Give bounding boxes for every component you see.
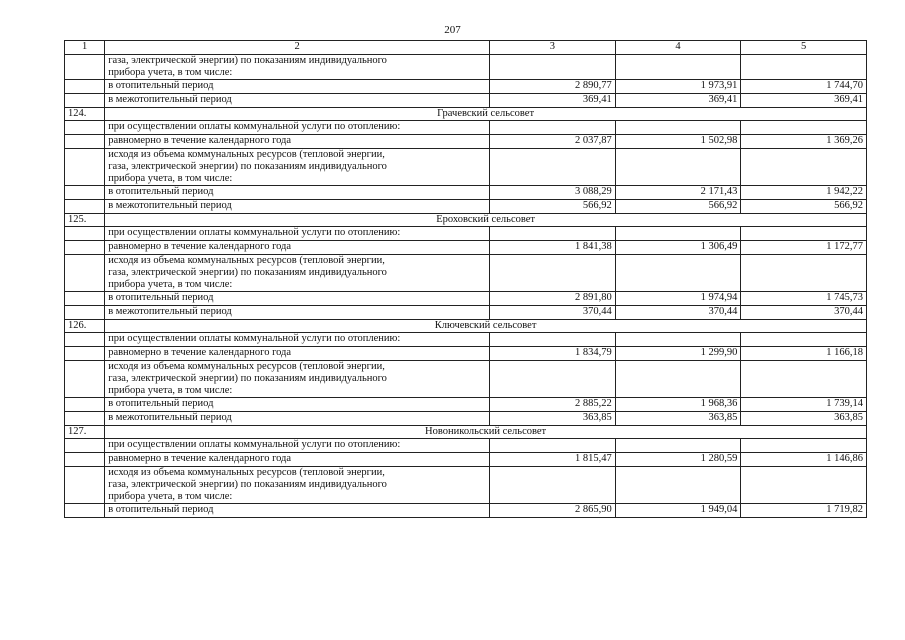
section-row	[65, 426, 867, 439]
table-row	[65, 306, 867, 320]
row-description: исходя из объема коммунальных ресурсов (тепловой энергии, газа, электрической энергии) по показаниям индивидуального прибора учета, в том числе:	[105, 467, 490, 504]
value-col-5	[741, 333, 867, 347]
table-row	[65, 55, 867, 80]
table-row	[65, 149, 867, 186]
value-col-3: 566,92	[490, 200, 616, 214]
table-row	[65, 135, 867, 149]
value-col-5	[741, 149, 867, 186]
table-row	[65, 255, 867, 292]
section-title: Грачевский сельсовет	[105, 108, 867, 121]
page-number: 207	[444, 24, 461, 36]
value-col-4	[615, 255, 741, 292]
value-col-4: 1 299,90	[615, 347, 741, 361]
row-description: равномерно в течение календарного года	[105, 347, 490, 361]
row-description: в межотопительный период	[105, 306, 490, 320]
table-row	[65, 439, 867, 453]
row-index-cell	[65, 241, 105, 255]
section-title: Ероховский сельсовет	[105, 214, 867, 227]
table-row	[65, 121, 867, 135]
row-index-cell	[65, 504, 105, 518]
row-description: равномерно в течение календарного года	[105, 241, 490, 255]
value-col-4: 1 974,94	[615, 292, 741, 306]
value-col-3	[490, 121, 616, 135]
table-row	[65, 398, 867, 412]
row-index-cell	[65, 333, 105, 347]
row-index-cell	[65, 292, 105, 306]
row-description: в межотопительный период	[105, 412, 490, 426]
section-index: 126.	[65, 320, 105, 333]
column-header-1: 1	[65, 41, 105, 55]
row-index-cell	[65, 347, 105, 361]
table-row	[65, 453, 867, 467]
section-row	[65, 320, 867, 333]
value-col-5: 1 166,18	[741, 347, 867, 361]
row-description: равномерно в течение календарного года	[105, 453, 490, 467]
value-col-3: 1 841,38	[490, 241, 616, 255]
value-col-4	[615, 55, 741, 80]
table-row	[65, 186, 867, 200]
value-col-3: 2 865,90	[490, 504, 616, 518]
row-description: в отопительный период	[105, 398, 490, 412]
value-col-5	[741, 227, 867, 241]
row-index-cell	[65, 412, 105, 426]
row-index-cell	[65, 186, 105, 200]
value-col-4	[615, 467, 741, 504]
row-index-cell	[65, 361, 105, 398]
table-row	[65, 200, 867, 214]
value-col-4: 1 968,36	[615, 398, 741, 412]
table-row	[65, 227, 867, 241]
row-description: в межотопительный период	[105, 94, 490, 108]
value-col-5: 1 744,70	[741, 80, 867, 94]
section-title: Новоникольский сельсовет	[105, 426, 867, 439]
row-index-cell	[65, 453, 105, 467]
value-col-5	[741, 439, 867, 453]
value-col-3	[490, 149, 616, 186]
column-header-4: 4	[615, 41, 741, 55]
section-index: 124.	[65, 108, 105, 121]
row-description: в отопительный период	[105, 80, 490, 94]
row-description: в отопительный период	[105, 504, 490, 518]
value-col-4: 1 502,98	[615, 135, 741, 149]
value-col-5: 1 739,14	[741, 398, 867, 412]
column-header-5: 5	[741, 41, 867, 55]
table-row	[65, 347, 867, 361]
value-col-5: 1 172,77	[741, 241, 867, 255]
table-row	[65, 333, 867, 347]
row-description: исходя из объема коммунальных ресурсов (тепловой энергии, газа, электрической энергии) по показаниям индивидуального прибора учета, в том числе:	[105, 361, 490, 398]
section-row	[65, 214, 867, 227]
row-description: равномерно в течение календарного года	[105, 135, 490, 149]
value-col-4	[615, 361, 741, 398]
value-col-4: 363,85	[615, 412, 741, 426]
table-row	[65, 467, 867, 504]
value-col-5: 369,41	[741, 94, 867, 108]
section-row	[65, 108, 867, 121]
row-description: в межотопительный период	[105, 200, 490, 214]
table-row	[65, 412, 867, 426]
value-col-3	[490, 55, 616, 80]
value-col-5	[741, 121, 867, 135]
row-index-cell	[65, 149, 105, 186]
value-col-4: 1 973,91	[615, 80, 741, 94]
table-row	[65, 241, 867, 255]
value-col-3: 369,41	[490, 94, 616, 108]
row-description: при осуществлении оплаты коммунальной услуги по отоплению:	[105, 333, 490, 347]
value-col-3	[490, 255, 616, 292]
table-row	[65, 292, 867, 306]
value-col-3	[490, 439, 616, 453]
column-header-2: 2	[105, 41, 490, 55]
row-index-cell	[65, 94, 105, 108]
value-col-5: 1 942,22	[741, 186, 867, 200]
table-row	[65, 80, 867, 94]
value-col-4: 2 171,43	[615, 186, 741, 200]
row-description: газа, электрической энергии) по показаниям индивидуального прибора учета, в том числе:	[105, 55, 490, 80]
tariff-table	[64, 40, 867, 518]
value-col-5	[741, 55, 867, 80]
section-title: Ключевский сельсовет	[105, 320, 867, 333]
column-header-3: 3	[490, 41, 616, 55]
value-col-3: 3 088,29	[490, 186, 616, 200]
table-row	[65, 361, 867, 398]
section-index: 127.	[65, 426, 105, 439]
value-col-3	[490, 467, 616, 504]
row-index-cell	[65, 200, 105, 214]
value-col-4	[615, 121, 741, 135]
value-col-4	[615, 227, 741, 241]
value-col-5: 1 146,86	[741, 453, 867, 467]
row-description: исходя из объема коммунальных ресурсов (тепловой энергии, газа, электрической энергии) по показаниям индивидуального прибора учета, в том числе:	[105, 149, 490, 186]
table-row	[65, 504, 867, 518]
row-description: при осуществлении оплаты коммунальной услуги по отоплению:	[105, 227, 490, 241]
value-col-3	[490, 333, 616, 347]
row-index-cell	[65, 121, 105, 135]
row-index-cell	[65, 227, 105, 241]
value-col-4: 369,41	[615, 94, 741, 108]
value-col-3: 1 815,47	[490, 453, 616, 467]
row-index-cell	[65, 467, 105, 504]
value-col-3	[490, 361, 616, 398]
value-col-5: 1 719,82	[741, 504, 867, 518]
table-body	[65, 41, 867, 518]
value-col-4	[615, 439, 741, 453]
row-index-cell	[65, 135, 105, 149]
row-index-cell	[65, 80, 105, 94]
row-description: в отопительный период	[105, 292, 490, 306]
value-col-3: 1 834,79	[490, 347, 616, 361]
value-col-5	[741, 255, 867, 292]
value-col-3: 2 891,80	[490, 292, 616, 306]
value-col-4: 370,44	[615, 306, 741, 320]
value-col-5: 1 745,73	[741, 292, 867, 306]
section-index: 125.	[65, 214, 105, 227]
value-col-4	[615, 149, 741, 186]
value-col-4: 1 949,04	[615, 504, 741, 518]
row-description: в отопительный период	[105, 186, 490, 200]
value-col-4: 1 306,49	[615, 241, 741, 255]
value-col-5: 363,85	[741, 412, 867, 426]
value-col-3: 363,85	[490, 412, 616, 426]
value-col-5: 566,92	[741, 200, 867, 214]
value-col-5: 370,44	[741, 306, 867, 320]
value-col-4: 1 280,59	[615, 453, 741, 467]
value-col-5: 1 369,26	[741, 135, 867, 149]
row-index-cell	[65, 306, 105, 320]
value-col-3: 2 890,77	[490, 80, 616, 94]
row-index-cell	[65, 439, 105, 453]
value-col-3	[490, 227, 616, 241]
row-description: при осуществлении оплаты коммунальной услуги по отоплению:	[105, 439, 490, 453]
table-row	[65, 94, 867, 108]
row-index-cell	[65, 255, 105, 292]
value-col-4: 566,92	[615, 200, 741, 214]
value-col-5	[741, 467, 867, 504]
column-header-row	[65, 41, 867, 55]
value-col-3: 370,44	[490, 306, 616, 320]
row-index-cell	[65, 55, 105, 80]
value-col-3: 2 885,22	[490, 398, 616, 412]
value-col-3: 2 037,87	[490, 135, 616, 149]
value-col-4	[615, 333, 741, 347]
row-description: при осуществлении оплаты коммунальной услуги по отоплению:	[105, 121, 490, 135]
row-index-cell	[65, 398, 105, 412]
value-col-5	[741, 361, 867, 398]
row-description: исходя из объема коммунальных ресурсов (тепловой энергии, газа, электрической энергии) по показаниям индивидуального прибора учета, в том числе:	[105, 255, 490, 292]
